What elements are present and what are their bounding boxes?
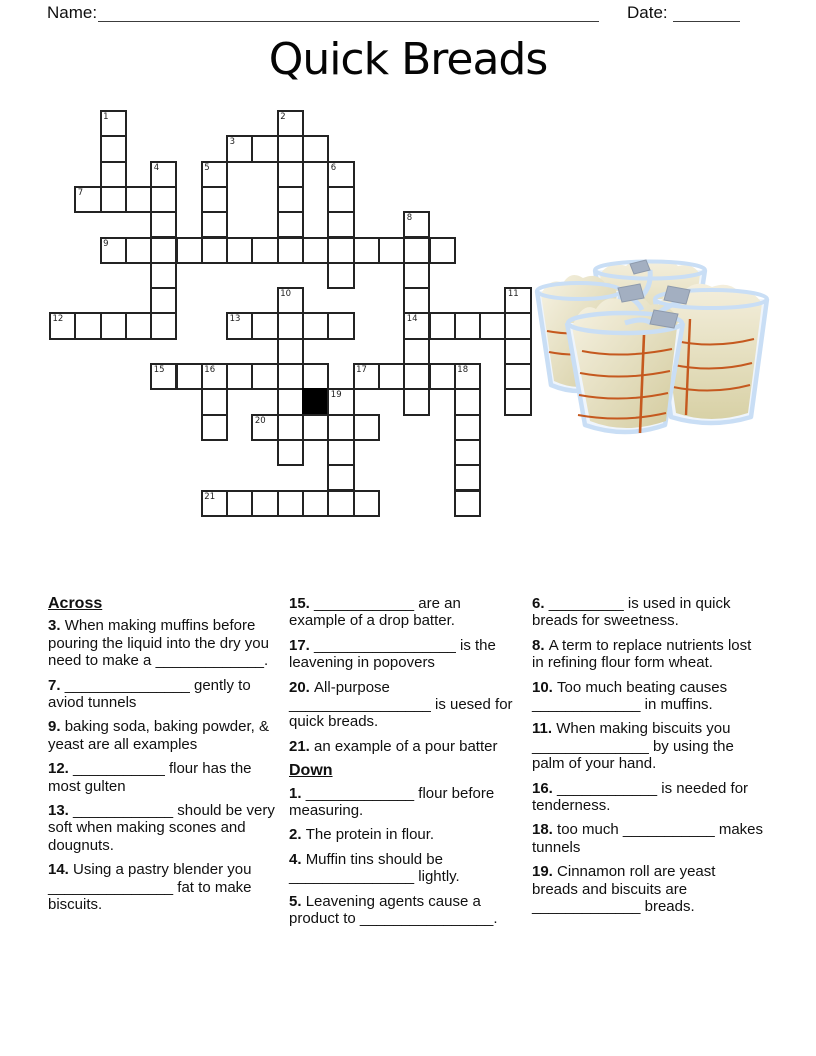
grid-cell[interactable]	[150, 186, 177, 213]
clue-number: 14.	[48, 861, 74, 879]
date-label: Date:	[627, 3, 668, 22]
clue-1: 1. _____________ flour before measuring.	[289, 784, 495, 820]
clue-number: 12.	[48, 760, 74, 778]
cell-number: 21	[204, 491, 216, 502]
grid-cell[interactable]	[327, 186, 354, 213]
clue-9: 9. baking soda, baking powder, & yeast are all examples	[48, 718, 269, 753]
grid-cell[interactable]	[327, 161, 354, 188]
grid-cell[interactable]	[150, 312, 177, 339]
grid-cell[interactable]	[251, 490, 278, 517]
cell-number: 10	[280, 289, 292, 300]
grid-cell[interactable]	[353, 237, 380, 264]
clue-number: 5.	[289, 892, 306, 910]
grid-cell[interactable]	[327, 464, 354, 491]
grid-cell[interactable]	[74, 312, 101, 339]
grid-cell[interactable]	[277, 490, 304, 517]
grid-cell[interactable]	[454, 414, 481, 441]
clue-number: 13.	[48, 802, 74, 820]
clue-number: 4.	[289, 850, 306, 868]
grid-cell[interactable]	[201, 414, 228, 441]
grid-cell[interactable]	[277, 237, 304, 264]
grid-cell[interactable]	[201, 490, 228, 517]
clue-number: 21.	[289, 737, 315, 755]
grid-cell[interactable]	[277, 211, 304, 238]
grid-cell[interactable]	[277, 135, 304, 162]
grid-cell[interactable]	[353, 414, 380, 441]
clue-column-2	[289, 595, 518, 935]
grid-cell[interactable]	[504, 312, 531, 339]
clue-14: 14. Using a pastry blender you _______________ fat to make biscuits.	[48, 861, 252, 914]
cell-number: 9	[103, 238, 109, 249]
grid-cell[interactable]	[251, 414, 278, 441]
grid-cell[interactable]	[100, 135, 127, 162]
grid-cell[interactable]	[327, 414, 354, 441]
grid-cell[interactable]	[176, 363, 203, 390]
grid-cell[interactable]	[100, 161, 127, 188]
grid-cell[interactable]	[378, 237, 405, 264]
grid-cell[interactable]	[504, 363, 531, 390]
grid-cell[interactable]	[504, 338, 531, 365]
grid-cell[interactable]	[277, 110, 304, 137]
clue-number: 11.	[532, 720, 557, 738]
grid-cell[interactable]	[403, 211, 430, 238]
cell-number: 5	[204, 162, 210, 173]
grid-cell[interactable]	[226, 237, 253, 264]
grid-cell[interactable]	[403, 338, 430, 365]
clue-2: 2. The protein in flour.	[289, 826, 435, 844]
grid-cell[interactable]	[403, 237, 430, 264]
cell-number: 12	[52, 314, 64, 325]
clue-3: 3. When making muffins before pouring the liquid into the dry you need to make a _____________.	[48, 617, 269, 670]
name-label: Name:	[47, 3, 98, 22]
grid-cell[interactable]	[125, 237, 152, 264]
cell-number: 13	[229, 314, 241, 325]
cell-number: 8	[406, 213, 413, 224]
grid-cell[interactable]	[454, 439, 481, 466]
grid-cell[interactable]	[251, 135, 278, 162]
grid-cell[interactable]	[277, 287, 304, 314]
clue-number: 17.	[289, 636, 315, 654]
clue-number: 16.	[532, 779, 558, 797]
grid-cell[interactable]	[277, 388, 304, 415]
grid-cell[interactable]	[226, 312, 253, 339]
cell-number: 3	[229, 137, 236, 148]
grid-cell[interactable]	[302, 363, 329, 390]
grid-cell[interactable]	[100, 312, 127, 339]
grid-cell[interactable]	[150, 287, 177, 314]
grid-cell[interactable]	[302, 414, 329, 441]
grid-cell[interactable]	[201, 211, 228, 238]
clue-number: 18.	[532, 821, 558, 839]
clue-number: 3.	[48, 617, 65, 635]
grid-cell[interactable]	[201, 363, 228, 390]
across-heading: Across	[48, 595, 103, 612]
grid-cell[interactable]	[251, 363, 278, 390]
clue-15: 15. ____________ are an example of a drop batter.	[289, 595, 461, 630]
grid-cell[interactable]	[277, 439, 304, 466]
clue-number: 1.	[289, 784, 306, 802]
grid-cell[interactable]	[100, 110, 127, 137]
grid-cell[interactable]	[327, 262, 354, 289]
cell-number: 19	[330, 390, 342, 401]
grid-cell[interactable]	[150, 161, 177, 188]
clue-5: 5. Leavening agents cause a product to ________________.	[289, 892, 498, 928]
grid-cell[interactable]	[403, 287, 430, 314]
cell-number: 4	[153, 162, 160, 173]
grid-cell[interactable]	[403, 388, 430, 415]
grid-cell[interactable]	[403, 312, 430, 339]
grid-cell[interactable]	[353, 363, 380, 390]
grid-cell[interactable]	[277, 186, 304, 213]
grid-cell[interactable]	[327, 490, 354, 517]
grid-cell[interactable]	[454, 312, 481, 339]
cell-number: 2	[280, 112, 286, 122]
clue-column-1	[48, 595, 281, 921]
grid-cell[interactable]	[454, 464, 481, 491]
clue-number: 9.	[48, 718, 65, 736]
clue-number: 10.	[532, 678, 558, 696]
grid-cell[interactable]	[100, 237, 127, 264]
cell-number: 7	[77, 187, 84, 198]
grid-cell[interactable]	[327, 211, 354, 238]
clue-number: 19.	[532, 863, 558, 881]
grid-cell[interactable]	[201, 237, 228, 264]
cell-number: 18	[457, 365, 469, 375]
grid-cell[interactable]	[150, 262, 177, 289]
grid-cell[interactable]	[454, 388, 481, 415]
grid-cell[interactable]	[403, 262, 430, 289]
clue-12: 12. ___________ flour has the most gulten	[48, 760, 252, 795]
clue-4: 4. Muffin tins should be _______________ lightly.	[289, 850, 460, 886]
page-title: Quick Breads	[268, 34, 548, 85]
grid-cell[interactable]	[125, 312, 152, 339]
grid-cell[interactable]	[504, 388, 531, 415]
clue-20: 20. All-purpose _________________ is uesed for quick breads.	[289, 678, 513, 731]
grid-black-cell	[302, 388, 329, 415]
grid-cell[interactable]	[150, 211, 177, 238]
cell-number: 6	[330, 162, 337, 173]
grid-cell[interactable]	[302, 312, 329, 339]
name-blank-line[interactable]	[98, 21, 599, 22]
cell-number: 1	[103, 112, 109, 122]
grid-cell[interactable]	[327, 388, 354, 415]
grid-cell[interactable]	[201, 186, 228, 213]
grid-cell[interactable]	[226, 363, 253, 390]
grid-cell[interactable]	[176, 237, 203, 264]
cell-number: 11	[507, 289, 519, 300]
grid-cell[interactable]	[277, 161, 304, 188]
clue-19: 19. Cinnamon roll are yeast breads and biscuits are _____________ breads.	[532, 863, 716, 916]
grid-cell[interactable]	[226, 135, 253, 162]
grid-cell[interactable]	[302, 490, 329, 517]
grid-cell[interactable]	[251, 237, 278, 264]
cell-number: 15	[153, 365, 165, 375]
cell-number: 14	[406, 314, 418, 325]
grid-cell[interactable]	[125, 186, 152, 213]
grid-cell[interactable]	[277, 312, 304, 339]
clue-16: 16. ____________ is needed for tenderness.	[532, 779, 749, 815]
grid-cell[interactable]	[327, 312, 354, 339]
grid-cell[interactable]	[277, 414, 304, 441]
clue-number: 20.	[289, 678, 315, 696]
grid-cell[interactable]	[454, 363, 481, 390]
grid-cell[interactable]	[100, 186, 127, 213]
clue-11: 11. When making biscuits you ______________ by using the palm of your hand.	[532, 720, 734, 773]
grid-cell[interactable]	[327, 439, 354, 466]
clue-17: 17. _________________ is the leavening in popovers	[289, 636, 496, 672]
clue-number: 2.	[289, 826, 306, 844]
clue-21: 21. an example of a pour batter	[289, 737, 498, 755]
grid-cell[interactable]	[277, 363, 304, 390]
grid-cell[interactable]	[353, 490, 380, 517]
clue-number: 7.	[48, 676, 65, 694]
grid-cell[interactable]	[429, 237, 456, 264]
grid-cell[interactable]	[251, 312, 278, 339]
grid-cell[interactable]	[150, 237, 177, 264]
clue-6: 6. _________ is used in quick breads for sweetness.	[532, 595, 731, 630]
clue-number: 15.	[289, 595, 315, 612]
cell-number: 17	[356, 365, 367, 375]
clue-number: 8.	[532, 636, 549, 654]
clue-8: 8. A term to replace nutrients lost in refining flour form wheat.	[532, 636, 752, 672]
clue-18: 18. too much ___________ makes tunnels	[532, 821, 764, 856]
clue-number: 6.	[532, 595, 549, 612]
grid-cell[interactable]	[327, 237, 354, 264]
grid-cell[interactable]	[150, 363, 177, 390]
date-blank-line[interactable]	[673, 21, 740, 22]
clue-10: 10. Too much beating causes _____________ in muffins.	[532, 678, 728, 714]
clue-7: 7. _______________ gently to aviod tunnels	[48, 676, 251, 712]
grid-cell[interactable]	[403, 363, 430, 390]
grid-cell[interactable]	[302, 135, 329, 162]
grid-cell[interactable]	[504, 287, 531, 314]
grid-cell[interactable]	[49, 312, 76, 339]
grid-cell[interactable]	[201, 388, 228, 415]
clue-column-3	[532, 595, 765, 923]
clue-13: 13. ____________ should be very soft when making scones and dougnuts.	[48, 802, 275, 854]
grid-cell[interactable]	[302, 237, 329, 264]
measuring-cups-illustration	[533, 257, 771, 441]
grid-cell[interactable]	[454, 490, 481, 517]
grid-cell[interactable]	[378, 363, 405, 390]
grid-cell[interactable]	[226, 490, 253, 517]
down-heading: Down	[289, 762, 333, 780]
cell-number: 16	[204, 365, 216, 375]
grid-cell[interactable]	[479, 312, 506, 339]
grid-cell[interactable]	[277, 338, 304, 365]
cell-number: 20	[254, 415, 266, 426]
grid-cell[interactable]	[201, 161, 228, 188]
grid-cell[interactable]	[74, 186, 101, 213]
grid-cell[interactable]	[429, 363, 456, 390]
grid-cell[interactable]	[429, 312, 456, 339]
